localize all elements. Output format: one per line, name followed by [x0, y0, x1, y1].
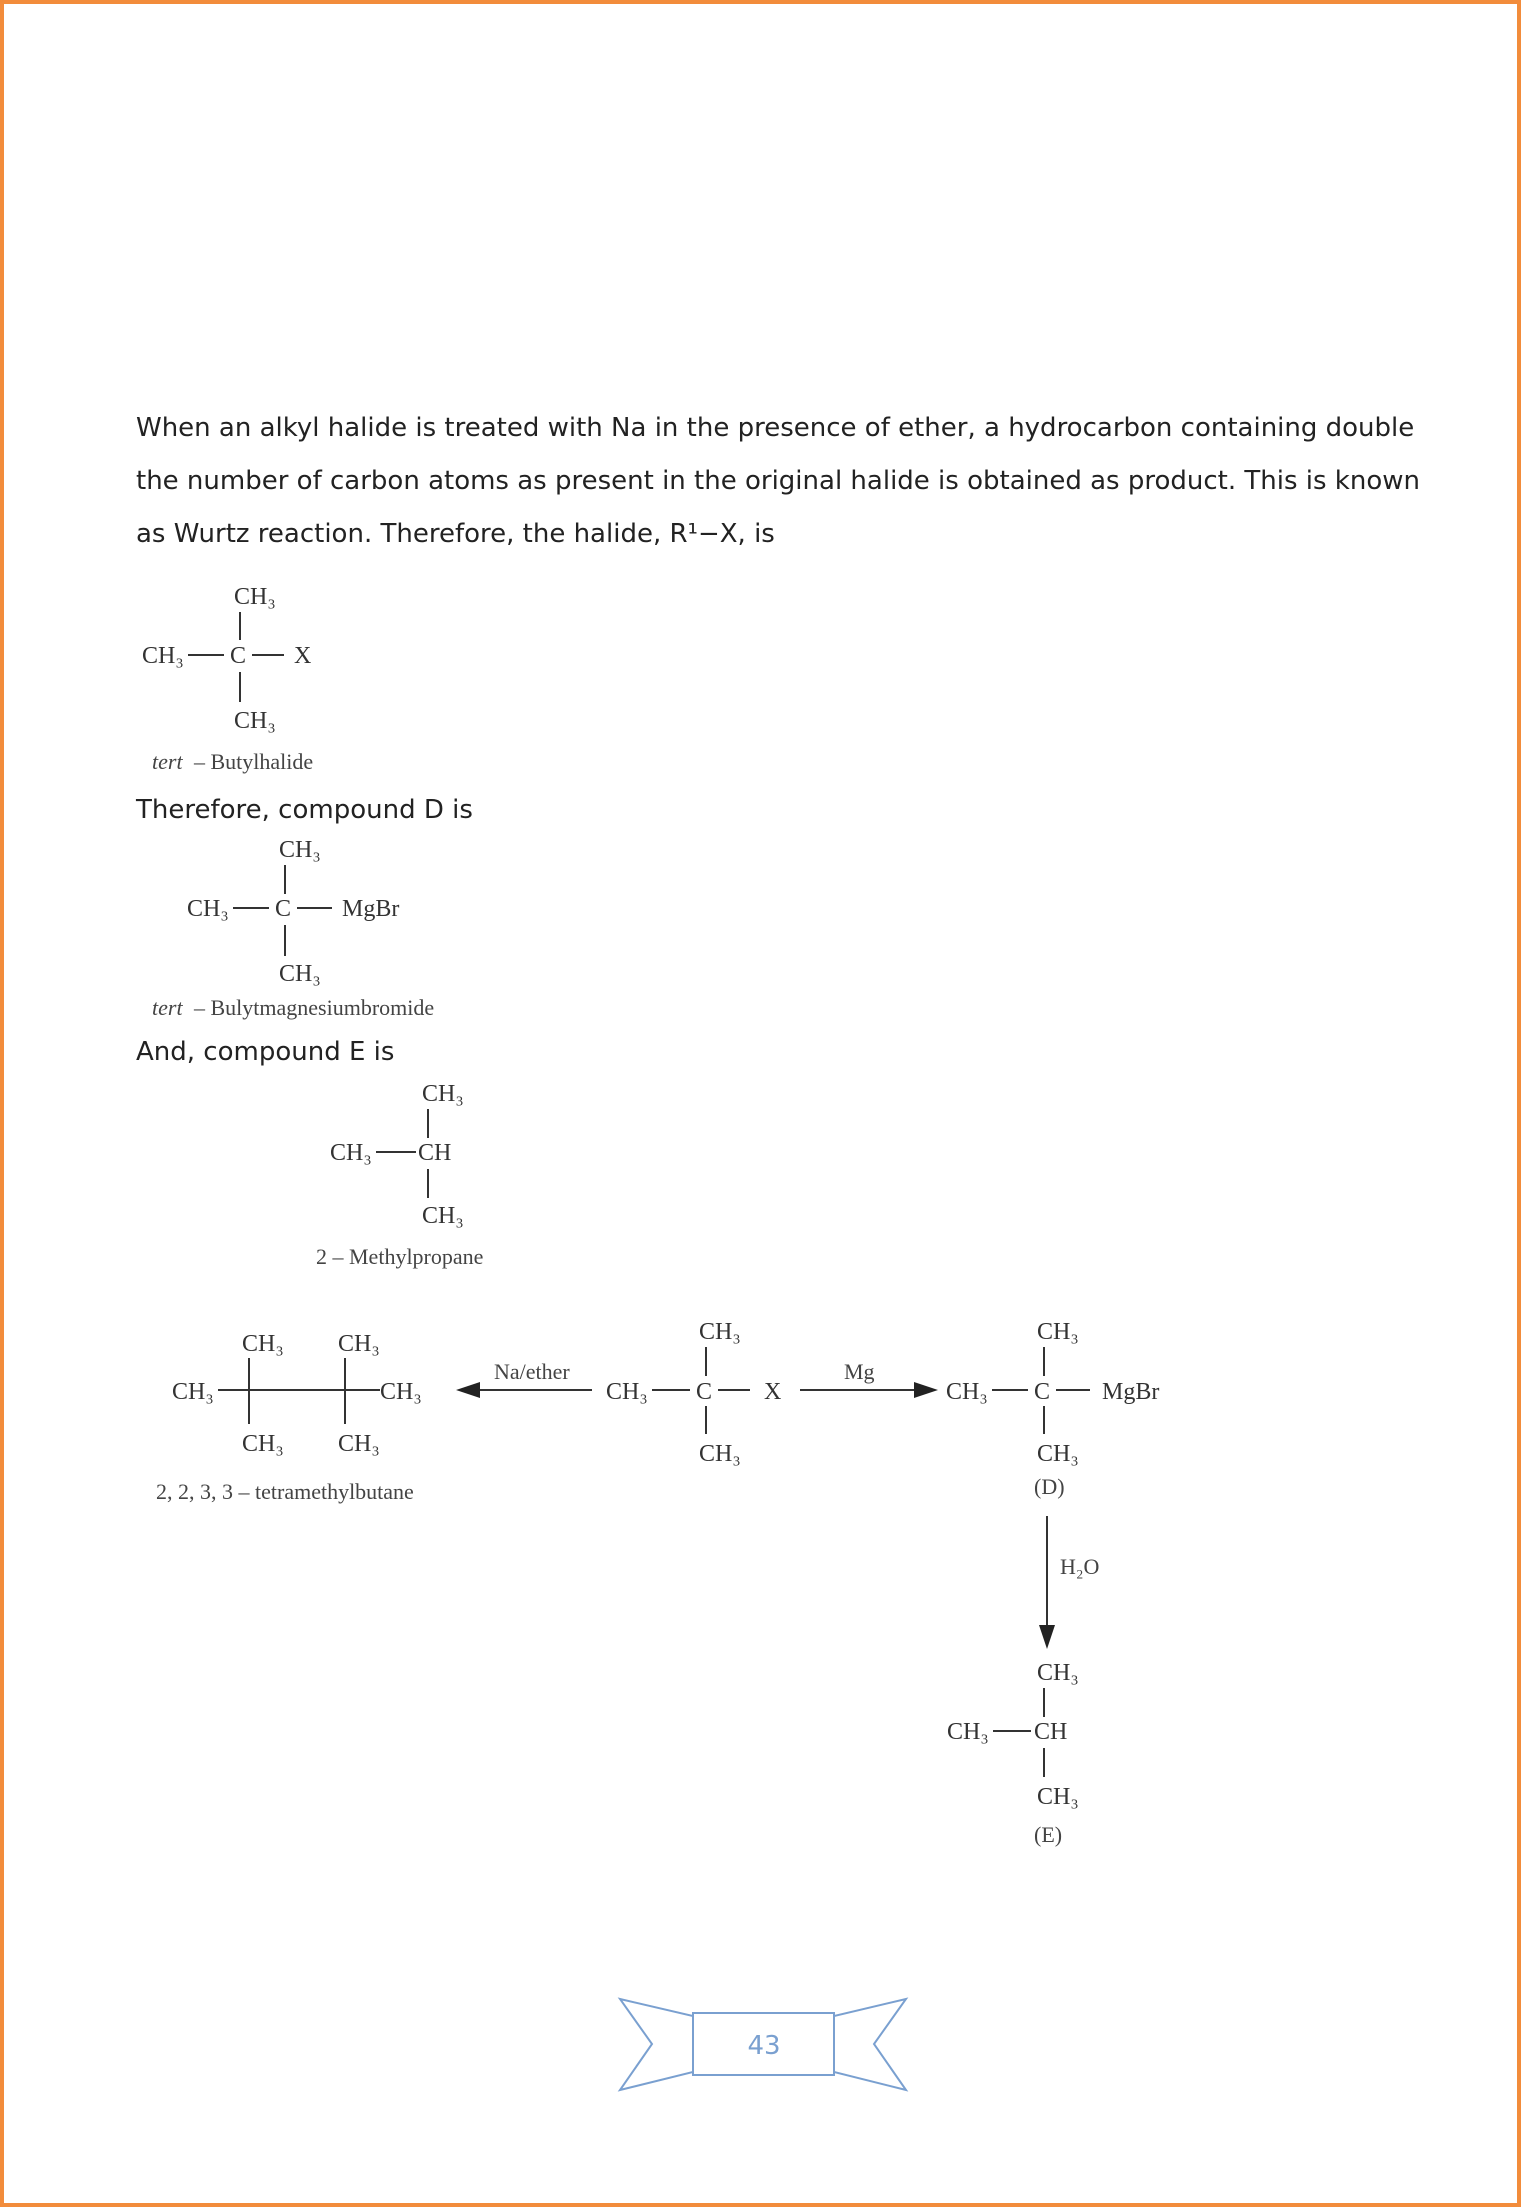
- chem-text: CH₃: [1037, 1441, 1079, 1467]
- structure-label: – Butylhalide: [194, 749, 314, 774]
- structure-label: 2 – Methylpropane: [316, 1244, 484, 1269]
- chem-text: CH₃: [947, 1719, 989, 1745]
- chem-text: CH₃: [1037, 1660, 1079, 1686]
- tert-butylhalide-structure: [142, 584, 313, 774]
- wurtz-explanation: When an alkyl halide is treated with Na in the presence of ether, a hydrocarbon containing double the number of carbon atoms as present in the original halide is obtained as product. This is known as Wurtz reaction. Therefore, the halide, R¹−X, is: [136, 413, 1420, 549]
- chem-text: CH₃: [1037, 1319, 1079, 1345]
- chem-text: C: [696, 1379, 713, 1405]
- chem-text: C: [275, 896, 292, 922]
- carbon: C: [230, 643, 247, 669]
- compound-e-intro: And, compound E is: [136, 1037, 395, 1067]
- methyl-top: CH₃: [234, 584, 276, 610]
- chem-text: CH₃: [699, 1441, 741, 1467]
- halogen: X: [294, 643, 312, 669]
- compound-e-structure: [316, 1081, 483, 1269]
- chem-text: CH₃: [422, 1203, 464, 1229]
- chem-text: CH₃: [699, 1319, 741, 1345]
- page-number: 43: [747, 2031, 781, 2061]
- chem-text: CH: [418, 1140, 452, 1166]
- chem-text: tert: [152, 749, 183, 774]
- bond-line: [1039, 1625, 1055, 1649]
- chem-text: Na/ether: [494, 1359, 570, 1384]
- bond-line: [834, 1999, 906, 2090]
- chem-text: MgBr: [342, 896, 400, 922]
- chem-text: H₂O: [1060, 1554, 1100, 1579]
- chem-text: CH₃: [242, 1431, 284, 1457]
- chem-text: tert: [152, 995, 183, 1020]
- chem-text: (E): [1034, 1822, 1063, 1847]
- chem-text: MgBr: [1102, 1379, 1160, 1405]
- chem-text: CH₃: [338, 1331, 380, 1357]
- chem-text: CH₃: [330, 1140, 372, 1166]
- chem-text: CH₃: [422, 1081, 464, 1107]
- bond-line: [620, 1999, 693, 2090]
- chem-text: CH₃: [242, 1331, 284, 1357]
- structure-label: – Bulytmagnesiumbromide: [194, 995, 435, 1020]
- chem-text: CH₃: [606, 1379, 648, 1405]
- chem-text: Mg: [844, 1359, 875, 1384]
- chem-text: CH₃: [338, 1431, 380, 1457]
- chem-text: CH: [1034, 1719, 1068, 1745]
- compound-d-intro: Therefore, compound D is: [136, 795, 473, 825]
- reaction-scheme: [156, 1319, 1159, 1847]
- chem-text: CH₃: [172, 1379, 214, 1405]
- product-label: 2, 2, 3, 3 – tetramethylbutane: [156, 1479, 414, 1504]
- chem-text: C: [1034, 1379, 1051, 1405]
- compound-d-structure: [152, 837, 434, 1020]
- chem-text: X: [764, 1379, 782, 1405]
- bond-line: [914, 1382, 938, 1398]
- chem-text: CH₃: [279, 961, 321, 987]
- methyl-left: CH₃: [142, 643, 184, 669]
- chemical-structures: [4, 4, 1521, 2207]
- chem-text: CH₃: [187, 896, 229, 922]
- chem-text: CH₃: [380, 1379, 422, 1405]
- bond-line: [456, 1382, 480, 1398]
- chem-text: CH₃: [946, 1379, 988, 1405]
- chem-text: CH₃: [1037, 1784, 1079, 1810]
- chem-text: (D): [1034, 1474, 1065, 1499]
- methyl-bottom: CH₃: [234, 708, 276, 734]
- page-number-banner: [620, 1999, 906, 2090]
- chem-text: CH₃: [279, 837, 321, 863]
